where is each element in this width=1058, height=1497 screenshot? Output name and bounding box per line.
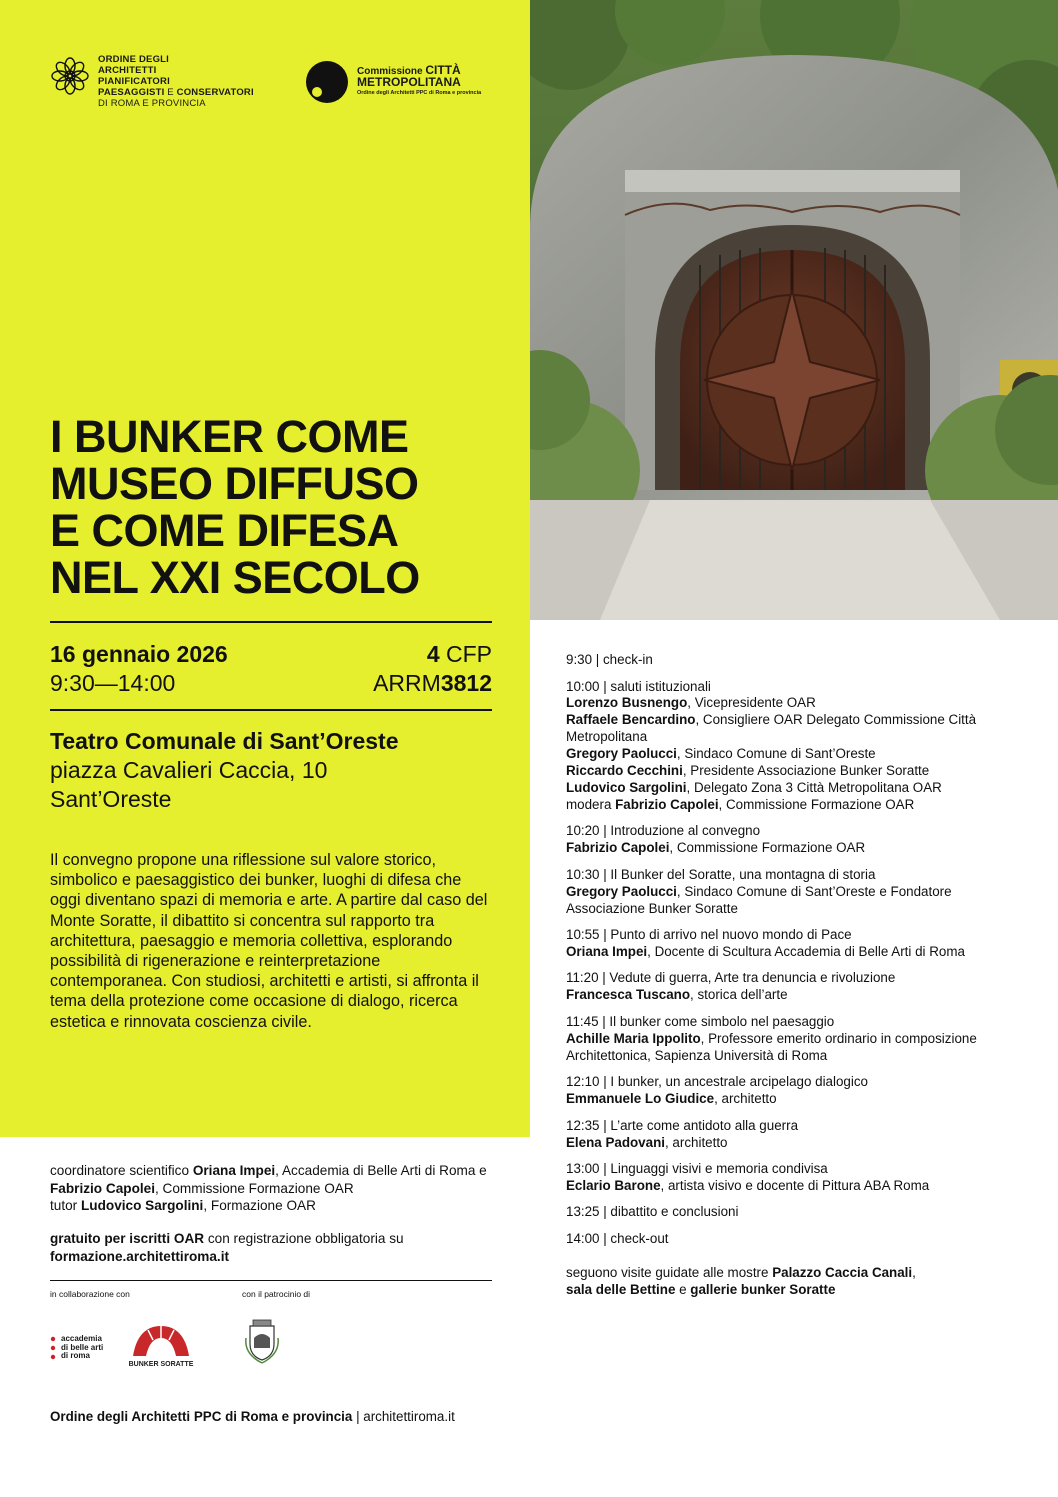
oar-logo-text [98, 54, 254, 109]
program-speaker [566, 712, 1026, 746]
speaker-name: Oriana Impei [566, 943, 648, 959]
accademia-dots-icon [50, 1335, 58, 1363]
program-time: 13:00 | Linguaggi visivi e memoria condivisa [566, 1161, 828, 1176]
program-speaker [566, 840, 1026, 857]
commissione-circle-icon [305, 60, 349, 104]
program-speaker [566, 1178, 1026, 1195]
speaker-name: Ludovico Sargolini [566, 779, 687, 795]
program-speaker [566, 1091, 1026, 1108]
commissione-line1: Commissione CITTÀ [357, 63, 461, 77]
speaker-role: , Consigliere OAR Delegato Commissione Città Metropolitana [566, 712, 977, 745]
speaker-role: , Presidente Associazione Bunker Soratte [682, 763, 930, 779]
speaker-role: , artista visivo e docente di Pittura ABA Roma [660, 1177, 930, 1193]
commissione-line3: Ordine degli Architetti PPC di Roma e provincia [357, 90, 482, 96]
program-speaker [566, 944, 1026, 961]
program-speaker [566, 987, 1026, 1004]
bunker-soratte-logo: BUNKER SORATTE [128, 1322, 194, 1368]
registration-link[interactable]: formazione.architettiroma.it [50, 1248, 230, 1264]
speaker-role: , Professore emerito ordinario in composizione Architettonica, Sapienza Università di Roma [566, 1030, 977, 1063]
speaker-role: , Sindaco Comune di Sant’Oreste [676, 746, 876, 762]
event-title [50, 413, 520, 601]
oar-flower-icon [50, 54, 90, 98]
program-item [566, 1204, 1026, 1221]
program-speaker [566, 695, 1026, 712]
program-speaker [566, 884, 1026, 918]
program-time: 10:00 | saluti istituzionali [566, 678, 711, 694]
program-speaker [566, 763, 1026, 780]
program-time: 12:10 | I bunker, un ancestrale arcipelago dialogico [566, 1074, 868, 1090]
oar-logo-line: PAESAGGISTI E CONSERVATORI [98, 87, 254, 98]
intro-paragraph: Il convegno propone una riflessione sul valore storico, simbolico e paesaggistico dei bunker, luoghi di difesa che oggi diventano spazi di memoria e arte. A partire dal caso del Monte Soratte, il dibattito si concentra sul rapporto tra architettura, paesaggio e memoria collettiva, esplorando possibilità di rigenerazione e reinterpretazione contemporanea. Con studiosi, architetti e artisti, si affronta il tema della protezione come occasione di dialogo, ricerca estetica e rinnovata coscienza civile. [50, 851, 488, 1031]
oar-logo-line: ARCHITETTI [98, 65, 157, 76]
program-speaker: modera Fabrizio Capolei, Commissione Formazione OAR [566, 796, 915, 812]
divider [50, 1280, 492, 1281]
speaker-role: , Docente di Scultura Accademia di Belle Arti di Roma [647, 943, 965, 959]
accademia-logo: accademia di belle arti di roma [50, 1335, 103, 1363]
program-time: 11:45 | Il bunker come simbolo nel paesaggio [566, 1013, 835, 1029]
speaker-role: , architetto [714, 1091, 777, 1107]
oar-logo-line: DI ROMA E PROVINCIA [98, 98, 206, 109]
program-item [566, 652, 1026, 669]
speaker-name: Fabrizio Capolei [566, 840, 670, 856]
program-speaker [566, 780, 1026, 797]
program-time: 9:30 | check-in [566, 652, 653, 667]
venue [50, 727, 398, 814]
title-line: MUSEO DIFFUSO [50, 458, 419, 509]
coordination-credits: coordinatore scientifico Oriana Impei, Accademia di Belle Arti di Roma e Fabrizio Capolei, Commissione Formazione OAR tutor Ludovico Sargolini, Formazione OAR [50, 1163, 487, 1213]
speaker-name: Eclario Barone [566, 1177, 661, 1193]
patron-label: con il patrocinio di [242, 1289, 311, 1299]
course-code: ARRM3812 [373, 670, 492, 696]
program-item [566, 927, 1026, 961]
speaker-name: Elena Padovani [566, 1134, 665, 1150]
venue-city: Sant’Oreste [50, 786, 172, 812]
speaker-role: , architetto [664, 1134, 728, 1150]
commissione-line2: METROPOLITANA [357, 75, 461, 89]
event-date-time [50, 640, 228, 698]
speaker-role: , storica dell’arte [690, 987, 788, 1003]
speaker-name: Achille Maria Ippolito [566, 1030, 701, 1046]
speaker-name: Gregory Paolucci [566, 746, 677, 762]
program-speaker [566, 1031, 1026, 1065]
speaker-role: , Delegato Zona 3 Città Metropolitana OAR [686, 779, 942, 795]
program-time: 11:20 | Vedute di guerra, Arte tra denuncia e rivoluzione [566, 970, 896, 986]
program-item [566, 867, 1026, 918]
bunker-soratte-icon [128, 1322, 194, 1358]
divider [50, 709, 492, 711]
bunker-photo [530, 0, 1058, 620]
oar-logo-line: PIANIFICATORI [98, 76, 170, 87]
program-schedule [566, 652, 1026, 1299]
event-date: 16 gennaio 2026 [50, 641, 228, 667]
program-speaker [566, 746, 1026, 763]
program-time: 10:30 | Il Bunker del Soratte, una montagna di storia [566, 866, 876, 882]
speaker-name: Lorenzo Busnengo [566, 695, 688, 711]
speaker-name: Riccardo Cecchini [566, 763, 683, 779]
speaker-name: Emmanuele Lo Giudice [566, 1091, 715, 1107]
program-time: 13:25 | dibattito e conclusioni [566, 1204, 739, 1220]
footer: Ordine degli Architetti PPC di Roma e provincia | architettiroma.it [50, 1409, 455, 1424]
registration-info: gratuito per iscritti OAR con registrazione obbligatoria su formazione.architettiroma.it [50, 1231, 404, 1264]
program-time: 10:55 | Punto di arrivo nel nuovo mondo di Pace [566, 927, 852, 943]
event-credits [373, 640, 492, 698]
program-time: 10:20 | Introduzione al convegno [566, 823, 761, 839]
speaker-name: Raffaele Bencardino [566, 712, 696, 728]
program-item [566, 679, 1026, 814]
crest-icon [244, 1318, 280, 1364]
speaker-role: , Sindaco Comune di Sant’Oreste e Fondatore Associazione Bunker Soratte [566, 883, 952, 916]
collab-label: in collaborazione con [50, 1289, 130, 1299]
commissione-logo [305, 60, 481, 104]
comune-crest-logo [244, 1318, 280, 1369]
program-item [566, 1014, 1026, 1065]
program-item [566, 1231, 1026, 1248]
program-item [566, 1118, 1026, 1152]
speaker-name: Francesca Tuscano [566, 987, 691, 1003]
program-speaker [566, 1135, 1026, 1152]
program-item [566, 823, 1026, 857]
program-time: 14:00 | check-out [566, 1230, 669, 1246]
speaker-role: , Commissione Formazione OAR [669, 840, 866, 856]
title-line: I BUNKER COME [50, 411, 409, 462]
speaker-role: , Vicepresidente OAR [687, 695, 816, 711]
event-time: 9:30—14:00 [50, 670, 176, 696]
speaker-role: , Commissione Formazione OAR [718, 796, 915, 812]
divider [50, 621, 492, 623]
cfp: 4 CFP [426, 641, 492, 667]
speaker-name: Fabrizio Capolei [615, 796, 719, 812]
program-item [566, 1074, 1026, 1108]
program-item [566, 970, 1026, 1004]
oar-logo-line: ORDINE DEGLI [98, 54, 170, 65]
title-line: NEL XXI SECOLO [50, 552, 420, 603]
venue-address: piazza Cavalieri Caccia, 10 [50, 757, 328, 783]
program-time: 12:35 | L’arte come antidoto alla guerra [566, 1117, 799, 1133]
title-line: E COME DIFESA [50, 505, 399, 556]
program-item [566, 1161, 1026, 1195]
venue-name: Teatro Comunale di Sant’Oreste [50, 728, 399, 754]
oar-logo [50, 54, 254, 109]
speaker-name: Gregory Paolucci [566, 883, 677, 899]
closing-note: seguono visite guidate alle mostre Palazzo Caccia Canali, sala delle Bettine e gallerie bunker Soratte [566, 1264, 916, 1297]
